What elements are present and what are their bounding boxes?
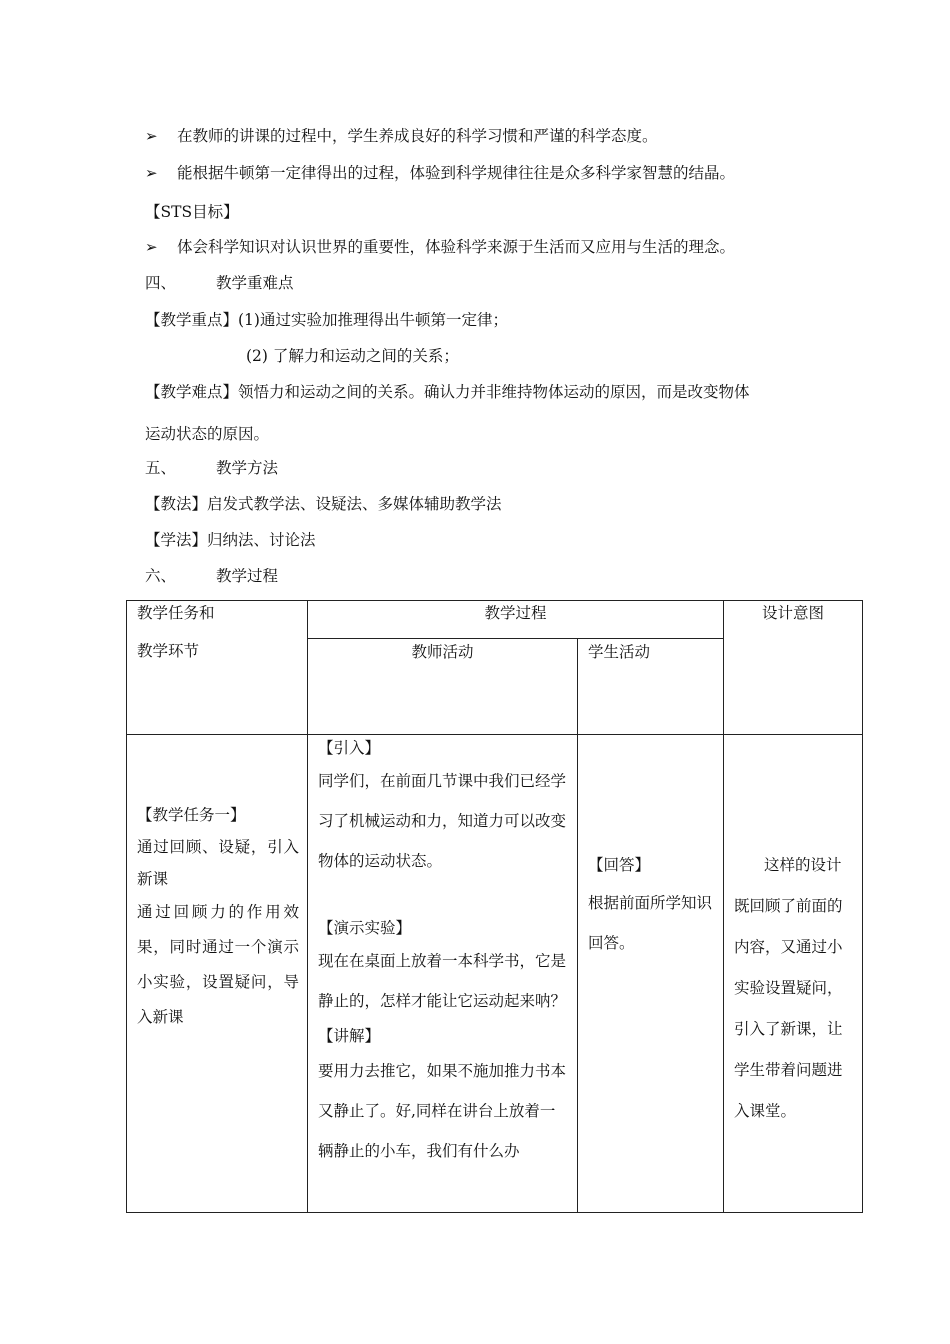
header-task-line-2: 教学环节: [137, 642, 200, 660]
task-title: 通过回顾、设疑，引入新课: [137, 838, 299, 888]
sts-heading: 【STS目标】: [145, 203, 239, 221]
intro-label: 【引入】: [318, 739, 381, 757]
objective-text: 能根据牛顿第一定律得出的过程，体验到科学规律往往是众多科学家智慧的结晶。: [177, 164, 736, 182]
section-6-heading: [145, 566, 278, 586]
explain-text: 要用力去推它，如果不施加推力书本又静止了。好,同样在讲台上放着一辆静止的小车，我们有什么办: [318, 1062, 567, 1160]
sts-line: [145, 237, 735, 257]
header-design-cell: 设计意图: [724, 601, 863, 735]
section-title: 教学方法: [216, 459, 279, 477]
task-description: 通过回顾力的作用效果，同时通过一个演示小实验，设置疑问，导入新课: [137, 903, 299, 1026]
difficulty-line-2: 运动状态的原因。: [145, 425, 270, 443]
teaching-process-table: [126, 600, 863, 1213]
section-number: 五、: [145, 459, 177, 477]
design-intent-cell: 这样的设计既回顾了前面的内容，又通过小实验设置疑问，引入了新课，让学生带着问题进入课堂。: [724, 735, 863, 1213]
intro-text: 同学们，在前面几节课中我们已经学习了机械运动和力，知道力可以改变物体的运动状态。: [318, 772, 567, 870]
section-title: 教学重难点: [216, 274, 294, 292]
objective-line-2: [145, 163, 735, 183]
task-cell: [127, 735, 308, 1213]
difficulty-line-1: 【教学难点】领悟力和运动之间的关系。确认力并非维持物体运动的原因，而是改变物体: [145, 383, 750, 401]
arrow-bullet-icon: ➢: [145, 127, 158, 145]
header-task-cell: [127, 601, 308, 735]
section-4-heading: [145, 273, 294, 293]
arrow-bullet-icon: ➢: [145, 238, 158, 256]
explain-label: 【讲解】: [318, 1027, 381, 1045]
section-title: 教学过程: [216, 567, 279, 585]
demo-text: 现在在桌面上放着一本科学书，它是静止的，怎样才能让它运动起来呐？: [318, 952, 567, 1010]
key-point-2: (2) 了解力和运动之间的关系；: [246, 347, 459, 365]
header-teacher-cell: 教师活动: [308, 639, 578, 735]
demo-label: 【演示实验】: [318, 919, 412, 937]
section-5-heading: [145, 458, 278, 478]
learning-method: 【学法】归纳法、讨论法: [145, 531, 316, 549]
sts-text: 体会科学知识对认识世界的重要性，体验科学来源于生活而又应用与生活的理念。: [177, 238, 736, 256]
answer-label: 【回答】: [588, 856, 651, 874]
teaching-method: 【教法】启发式教学法、设疑法、多媒体辅助教学法: [145, 495, 502, 513]
header-task-line-1: 教学任务和: [137, 604, 215, 622]
teacher-activity-cell: [308, 735, 578, 1213]
section-number: 六、: [145, 567, 177, 585]
section-number: 四、: [145, 274, 177, 292]
student-activity-cell: [578, 735, 724, 1213]
header-process-cell: 教学过程: [308, 601, 724, 639]
arrow-bullet-icon: ➢: [145, 164, 158, 182]
answer-text: 根据前面所学知识回答。: [588, 894, 713, 952]
key-point-1: 【教学重点】(1)通过实验加推理得出牛顿第一定律；: [145, 311, 508, 329]
objective-line-1: [145, 126, 658, 146]
objective-text: 在教师的讲课的过程中，学生养成良好的科学习惯和严谨的科学态度。: [177, 127, 658, 145]
header-student-cell: 学生活动: [578, 639, 724, 735]
task-label: 【教学任务一】: [137, 806, 246, 824]
